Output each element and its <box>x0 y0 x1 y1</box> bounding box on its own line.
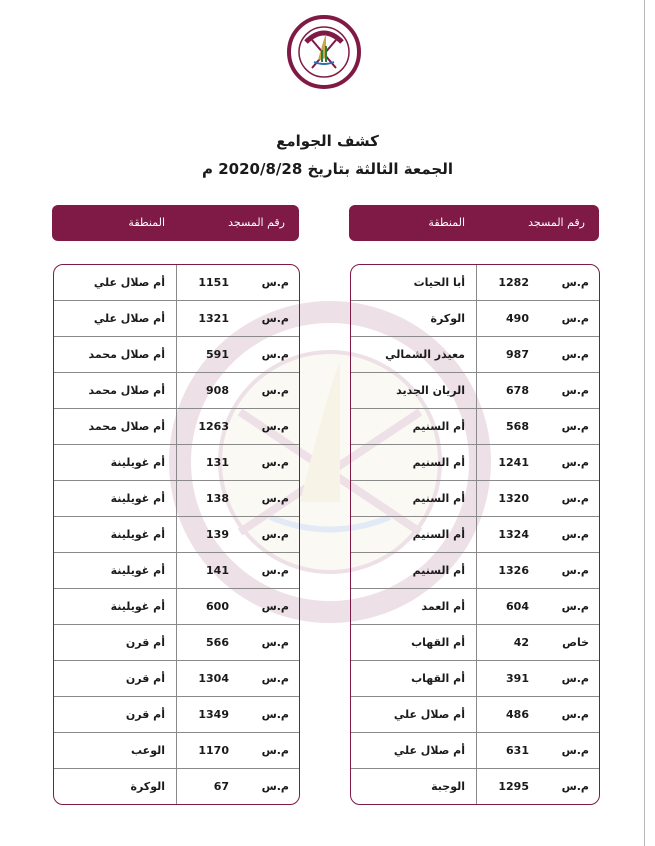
mosque-type: خاص <box>562 636 589 649</box>
mosque-number: 141 <box>206 564 229 577</box>
mosque-type: م.س <box>561 708 589 721</box>
mosque-number: 1263 <box>198 420 229 433</box>
mosque-number: 490 <box>506 312 529 325</box>
table-row <box>54 733 299 769</box>
table-row <box>351 409 599 445</box>
mosque-number: 1349 <box>198 708 229 721</box>
mosque-number: 1324 <box>498 528 529 541</box>
document-subtitle: الجمعة الثالثة بتاريخ 2020/8/28 م <box>202 160 453 178</box>
table-row <box>351 733 599 769</box>
table-row <box>351 625 599 661</box>
mosque-area: أم صلال محمد <box>88 384 165 397</box>
mosque-area: أم قرن <box>125 672 165 685</box>
table-row <box>54 409 299 445</box>
mosque-area: أم غويلينة <box>110 564 165 577</box>
mosque-number: 1151 <box>198 276 229 289</box>
table-row <box>54 517 299 553</box>
mosque-area: أم صلال علي <box>393 708 465 721</box>
table-row <box>54 553 299 589</box>
mosque-number: 631 <box>506 744 529 757</box>
col-mosque-number: رقم المسجد <box>228 216 285 229</box>
mosque-area: أم صلال علي <box>93 312 165 325</box>
mosque-type: م.س <box>561 492 589 505</box>
mosque-type: م.س <box>561 276 589 289</box>
table-row <box>54 445 299 481</box>
mosque-number: 138 <box>206 492 229 505</box>
mosque-type: م.س <box>261 492 289 505</box>
mosque-number: 1295 <box>498 780 529 793</box>
mosque-number: 568 <box>506 420 529 433</box>
col-area: المنطقة <box>128 216 165 229</box>
mosque-area: أم قرن <box>125 708 165 721</box>
mosque-area: أم السنيم <box>412 564 465 577</box>
mosque-area: أم غويلينة <box>110 600 165 613</box>
table-row <box>351 553 599 589</box>
mosque-type: م.س <box>261 276 289 289</box>
mosque-number: 600 <box>206 600 229 613</box>
mosque-area: أبا الحيات <box>413 276 465 289</box>
mosque-area: الوكرة <box>430 312 465 325</box>
mosque-area: أم غويلينة <box>110 492 165 505</box>
page-border <box>644 0 645 846</box>
table-row <box>54 661 299 697</box>
mosque-area: أم قرن <box>125 636 165 649</box>
mosque-type: م.س <box>261 456 289 469</box>
mosque-number: 1170 <box>198 744 229 757</box>
table-row <box>54 769 299 804</box>
mosque-type: م.س <box>561 420 589 433</box>
table-row <box>351 265 599 301</box>
mosque-type: م.س <box>261 384 289 397</box>
table-row <box>54 265 299 301</box>
table-row <box>351 589 599 625</box>
mosque-area: الوكرة <box>130 780 165 793</box>
mosque-number: 1321 <box>198 312 229 325</box>
mosque-area: معيذر الشمالي <box>385 348 465 361</box>
table-row <box>54 373 299 409</box>
left-table-header <box>52 205 299 241</box>
mosque-area: أم العمد <box>421 600 465 613</box>
qatar-emblem-logo <box>286 12 362 90</box>
mosque-type: م.س <box>261 600 289 613</box>
document-title: كشف الجوامع <box>276 132 379 150</box>
right-mosque-table <box>350 264 600 805</box>
mosque-type: م.س <box>261 528 289 541</box>
mosque-type: م.س <box>561 672 589 685</box>
table-row <box>54 697 299 733</box>
mosque-type: م.س <box>561 600 589 613</box>
mosque-area: أم صلال علي <box>393 744 465 757</box>
mosque-number: 486 <box>506 708 529 721</box>
table-row <box>54 625 299 661</box>
mosque-number: 1241 <box>498 456 529 469</box>
mosque-type: م.س <box>261 312 289 325</box>
mosque-area: أم صلال علي <box>93 276 165 289</box>
mosque-type: م.س <box>261 564 289 577</box>
mosque-type: م.س <box>561 348 589 361</box>
mosque-type: م.س <box>261 348 289 361</box>
mosque-type: م.س <box>561 744 589 757</box>
mosque-number: 42 <box>513 636 529 649</box>
mosque-type: م.س <box>261 708 289 721</box>
mosque-area: أم القهاب <box>411 672 465 685</box>
mosque-number: 678 <box>506 384 529 397</box>
table-row <box>351 517 599 553</box>
mosque-number: 591 <box>206 348 229 361</box>
mosque-area: أم غويلينة <box>110 528 165 541</box>
table-row <box>351 697 599 733</box>
table-row <box>351 373 599 409</box>
col-mosque-number: رقم المسجد <box>528 216 585 229</box>
mosque-area: أم غويلينة <box>110 456 165 469</box>
table-row <box>351 481 599 517</box>
mosque-area: أم صلال محمد <box>88 420 165 433</box>
col-area: المنطقة <box>428 216 465 229</box>
mosque-number: 566 <box>206 636 229 649</box>
mosque-type: م.س <box>261 744 289 757</box>
mosque-area: أم السنيم <box>412 528 465 541</box>
mosque-type: م.س <box>561 456 589 469</box>
mosque-number: 1326 <box>498 564 529 577</box>
mosque-type: م.س <box>561 528 589 541</box>
mosque-area: أم صلال محمد <box>88 348 165 361</box>
table-row <box>54 337 299 373</box>
mosque-type: م.س <box>561 384 589 397</box>
mosque-number: 131 <box>206 456 229 469</box>
mosque-number: 1282 <box>498 276 529 289</box>
mosque-number: 391 <box>506 672 529 685</box>
mosque-type: م.س <box>261 780 289 793</box>
mosque-area: أم السنيم <box>412 456 465 469</box>
table-row <box>54 301 299 337</box>
table-row <box>351 769 599 804</box>
mosque-number: 139 <box>206 528 229 541</box>
table-row <box>351 301 599 337</box>
table-row <box>54 589 299 625</box>
mosque-number: 604 <box>506 600 529 613</box>
table-row <box>351 445 599 481</box>
mosque-number: 908 <box>206 384 229 397</box>
mosque-type: م.س <box>261 672 289 685</box>
mosque-type: م.س <box>561 312 589 325</box>
table-row <box>54 481 299 517</box>
left-mosque-table <box>53 264 300 805</box>
mosque-number: 1304 <box>198 672 229 685</box>
mosque-area: الوعب <box>131 744 165 757</box>
mosque-type: م.س <box>561 564 589 577</box>
mosque-area: أم السنيم <box>412 492 465 505</box>
mosque-area: الوجبة <box>431 780 465 793</box>
mosque-area: أم القهاب <box>411 636 465 649</box>
mosque-number: 67 <box>213 780 229 793</box>
table-row <box>351 661 599 697</box>
mosque-area: أم السنيم <box>412 420 465 433</box>
mosque-area: الريان الجديد <box>396 384 465 397</box>
mosque-type: م.س <box>261 420 289 433</box>
table-row <box>351 337 599 373</box>
mosque-type: م.س <box>261 636 289 649</box>
mosque-type: م.س <box>561 780 589 793</box>
right-table-header <box>349 205 599 241</box>
mosque-number: 1320 <box>498 492 529 505</box>
mosque-number: 987 <box>506 348 529 361</box>
